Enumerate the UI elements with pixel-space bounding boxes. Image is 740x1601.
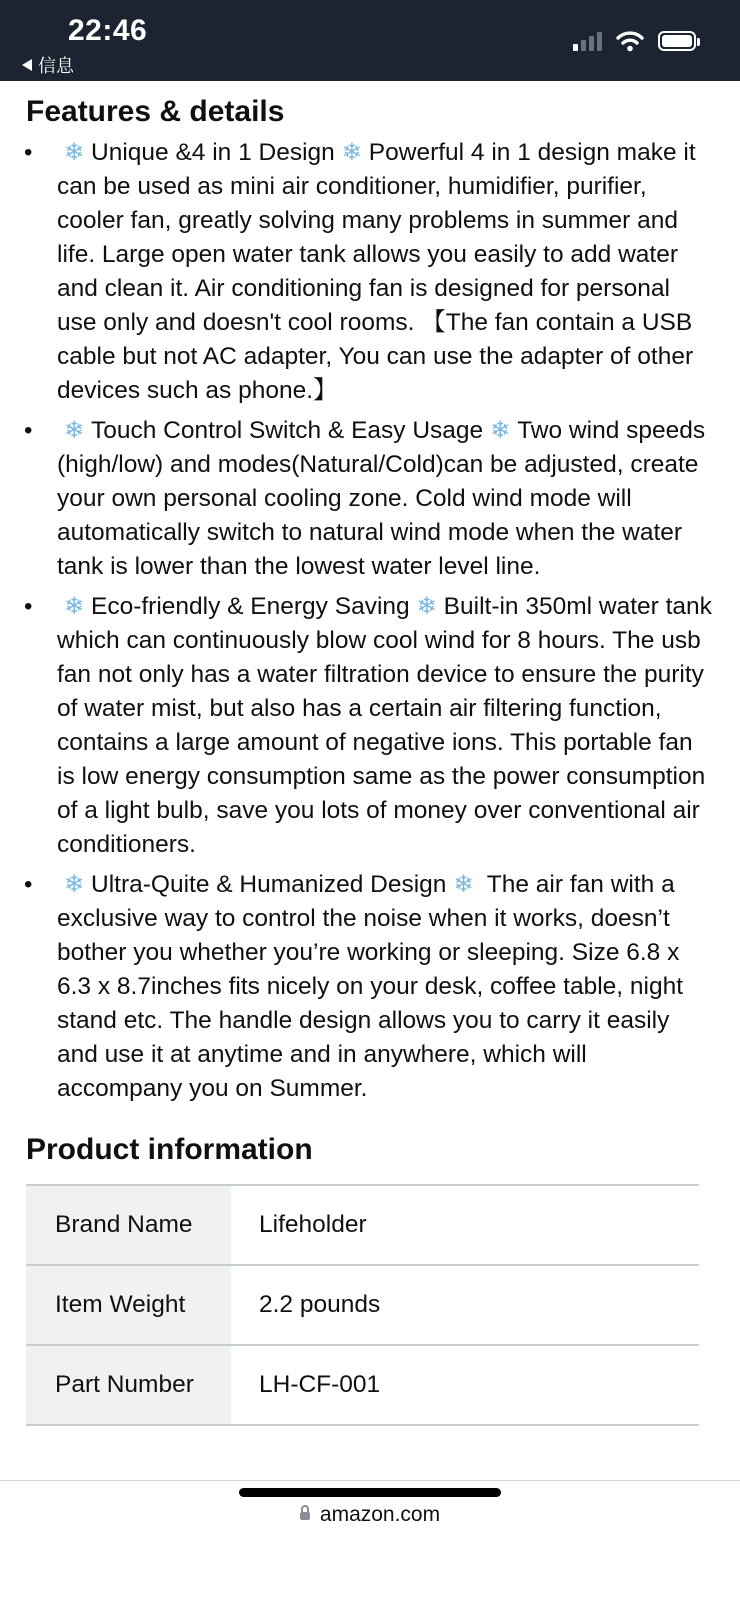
battery-icon	[658, 31, 696, 51]
back-app-label: 信息	[38, 56, 74, 76]
feature-text: Two wind speeds (high/low) and modes(Natural/Cold)can be adjusted, create your own personal cooling zone. Cold wind mode will automatically switch to natural wind mode when the water tank is lower than the lowest water level line.	[57, 417, 706, 580]
cellular-signal-icon	[573, 31, 602, 51]
feature-item	[26, 136, 716, 408]
table-row	[26, 1185, 699, 1265]
table-row	[26, 1265, 699, 1345]
product-info-table	[26, 1184, 699, 1426]
snowflake-icon: ❄	[63, 417, 85, 444]
status-bar	[0, 0, 740, 81]
url-text: amazon.com	[319, 1503, 441, 1526]
snowflake-icon: ❄	[63, 139, 85, 166]
feature-item	[26, 414, 716, 584]
info-value: Lifeholder	[231, 1185, 699, 1265]
features-list	[26, 136, 716, 1106]
table-row	[26, 1345, 699, 1425]
snowflake-icon: ❄	[341, 139, 362, 166]
page-content	[26, 92, 716, 1426]
info-value: LH-CF-001	[231, 1345, 699, 1425]
feature-text: The air fan with a exclusive way to control the noise when it works, doesn’t bother you whether you’re working or sleeping. Size 6.8 x 6.3 x 8.7inches fits nicely on your desk, coffee table, night stand etc. The handle design allows you to carry it easily and use it at anytime and in anywhere, which will accompany you on Summer.	[57, 871, 684, 1102]
home-indicator[interactable]	[239, 1488, 501, 1497]
feature-heading: Unique &4 in 1 Design	[91, 139, 335, 166]
lock-icon	[300, 1512, 310, 1520]
feature-item	[26, 590, 716, 862]
product-info-heading: Product information	[26, 1133, 313, 1166]
back-arrow-icon	[22, 59, 32, 71]
status-time: 22:46	[68, 14, 148, 47]
info-key: Brand Name	[26, 1185, 231, 1265]
info-key: Part Number	[26, 1345, 231, 1425]
snowflake-icon: ❄	[490, 417, 511, 444]
url-display[interactable]	[0, 1503, 740, 1527]
feature-text: Powerful 4 in 1 design make it can be used as mini air conditioner, humidifier, purifier, cooler fan, greatly solving many problems in summer and life. Large open water tank allows you easily to add water and clean it. Air conditioning fan is designed for personal use only and doesn't cool rooms. 【The fan contain a USB cable but not AC adapter, You can use the adapter of other devices such as phone.】	[57, 139, 696, 404]
wifi-icon	[616, 30, 644, 52]
status-indicators	[573, 30, 696, 52]
snowflake-icon: ❄	[63, 593, 85, 620]
snowflake-icon: ❄	[63, 871, 85, 898]
features-heading: Features & details	[26, 95, 285, 128]
browser-address-bar[interactable]	[0, 1480, 740, 1601]
feature-text: Built-in 350ml water tank which can continuously blow cool wind for 8 hours. The usb fan not only has a water filtration device to ensure the purity of water mist, but also has a certain air filtering function, contains a large amount of negative ions. This portable fan is low energy consumption same as the power consumption of a light bulb, save you lots of money over conventional air conditioners.	[57, 593, 712, 858]
snowflake-icon: ❄	[416, 593, 437, 620]
feature-heading: Eco-friendly & Energy Saving	[91, 593, 410, 620]
feature-heading: Ultra-Quite & Humanized Design	[91, 871, 447, 898]
back-to-app-link[interactable]	[22, 52, 74, 78]
info-key: Item Weight	[26, 1265, 231, 1345]
snowflake-icon: ❄	[453, 871, 474, 898]
feature-heading: Touch Control Switch & Easy Usage	[91, 417, 484, 444]
info-value: 2.2 pounds	[231, 1265, 699, 1345]
feature-item	[26, 868, 716, 1106]
